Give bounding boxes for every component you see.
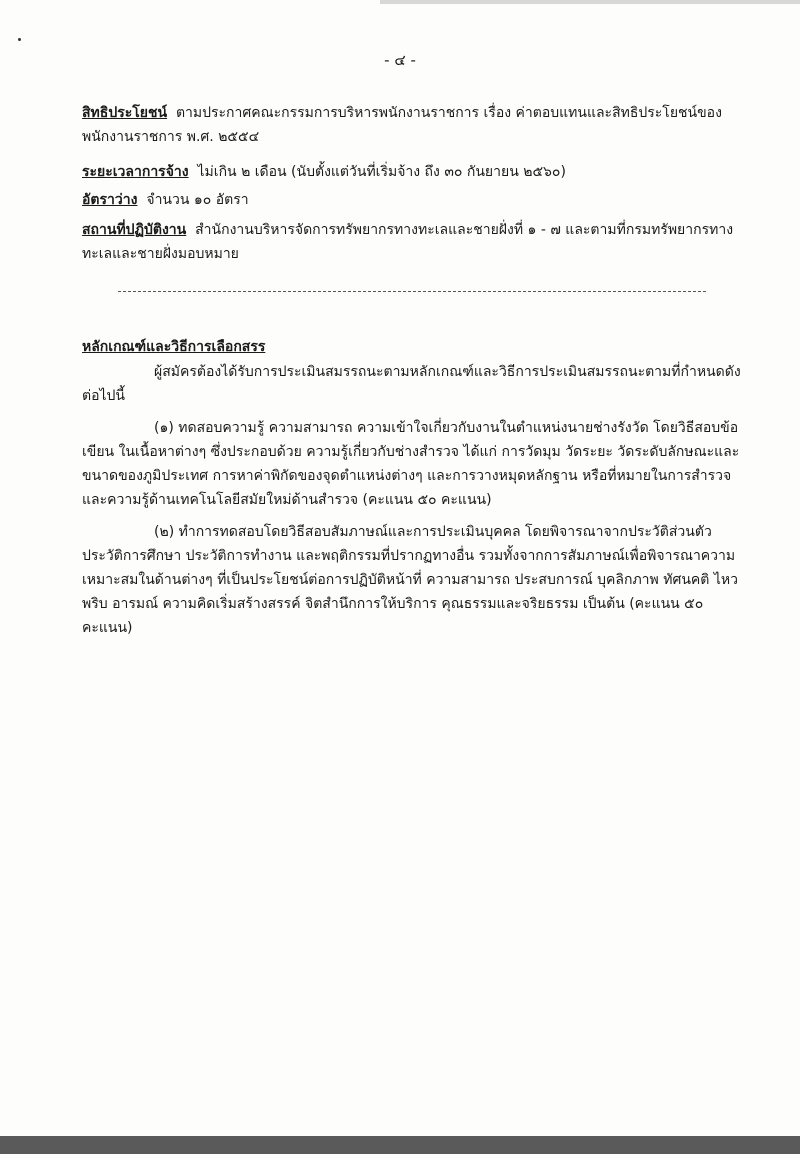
workplace-section: [82, 218, 742, 266]
positions-section: [82, 188, 742, 212]
duration-label: ระยะเวลาการจ้าง: [82, 164, 189, 180]
duration-text: ไม่เกิน ๒ เดือน (นับตั้งแต่วันที่เริ่มจ้าง ถึง ๓๐ กันยายน ๒๕๖๐): [197, 164, 566, 180]
page-number: - ๔ -: [384, 51, 416, 69]
section-divider: [118, 291, 706, 292]
positions-text: จำนวน ๑๐ อัตรา: [146, 192, 249, 208]
workplace-label: สถานที่ปฏิบัติงาน: [82, 222, 187, 238]
positions-label: อัตราว่าง: [82, 192, 138, 208]
benefits-section: [82, 101, 742, 149]
workplace-text: สำนักงานบริหารจัดการทรัพยากรทางทะเลและชายฝั่งที่ ๑ - ๗ และตามที่กรมทรัพยากรทางทะเลและชายฝั่งมอบหมาย: [82, 222, 734, 262]
scan-speck: [18, 38, 21, 41]
criteria-heading-text: หลักเกณฑ์และวิธีการเลือกสรร: [82, 339, 266, 355]
benefits-text: ตามประกาศคณะกรรมการบริหารพนักงานราชการ เรื่อง ค่าตอบแทนและสิทธิประโยชน์ของพนักงานราชการ พ.ศ. ๒๕๕๔: [82, 105, 722, 145]
scan-bottom-band: [0, 1136, 800, 1154]
criteria-heading: [82, 335, 742, 359]
criteria-item-1: (๑) ทดสอบความรู้ ความสามารถ ความเข้าใจเกี่ยวกับงานในตำแหน่งนายช่างรังวัด โดยวิธีสอบข้อเขียน ในเนื้อหาต่างๆ ซึ่งประกอบด้วย ความรู้เกี่ยวกับช่างสำรวจ ได้แก่ การวัดมุม วัดระยะ วัดระดับลักษณะและขนาดของภูมิประเทศ การหาค่าพิกัดของจุดตำแหน่งต่างๆ และการวางหมุดหลักฐาน หรือที่หมายในการสำรวจ และความรู้ด้านเทคโนโลยีสมัยใหม่ด้านสำรวจ (คะแนน ๕๐ คะแนน): [82, 420, 740, 508]
criteria-intro: ผู้สมัครต้องได้รับการประเมินสมรรถนะตามหลักเกณฑ์และวิธีการประเมินสมรรถนะตามที่กำหนดดังต่อไปนี้: [82, 364, 741, 404]
benefits-label: สิทธิประโยชน์: [82, 105, 168, 121]
criteria-item-2: (๒) ทำการทดสอบโดยวิธีสอบสัมภาษณ์และการประเมินบุคคล โดยพิจารณาจากประวัติส่วนตัว ประวัติการศึกษา ประวัติการทำงาน และพฤติกรรมที่ปรากฏทางอื่น รวมทั้งจากการสัมภาษณ์เพื่อพิจารณาความเหมาะสมในด้านต่างๆ ที่เป็นประโยชน์ต่อการปฏิบัติหน้าที่ ความสามารถ ประสบการณ์ บุคลิกภาพ ทัศนคติ ไหวพริบ อารมณ์ ความคิดเริ่มสร้างสรรค์ จิตสำนึกการให้บริการ คุณธรรมและจริยธรรม เป็นต้น (คะแนน ๕๐ คะแนน): [82, 524, 738, 636]
duration-section: [82, 160, 742, 184]
scan-edge: [380, 0, 800, 4]
criteria-body: [82, 360, 742, 640]
